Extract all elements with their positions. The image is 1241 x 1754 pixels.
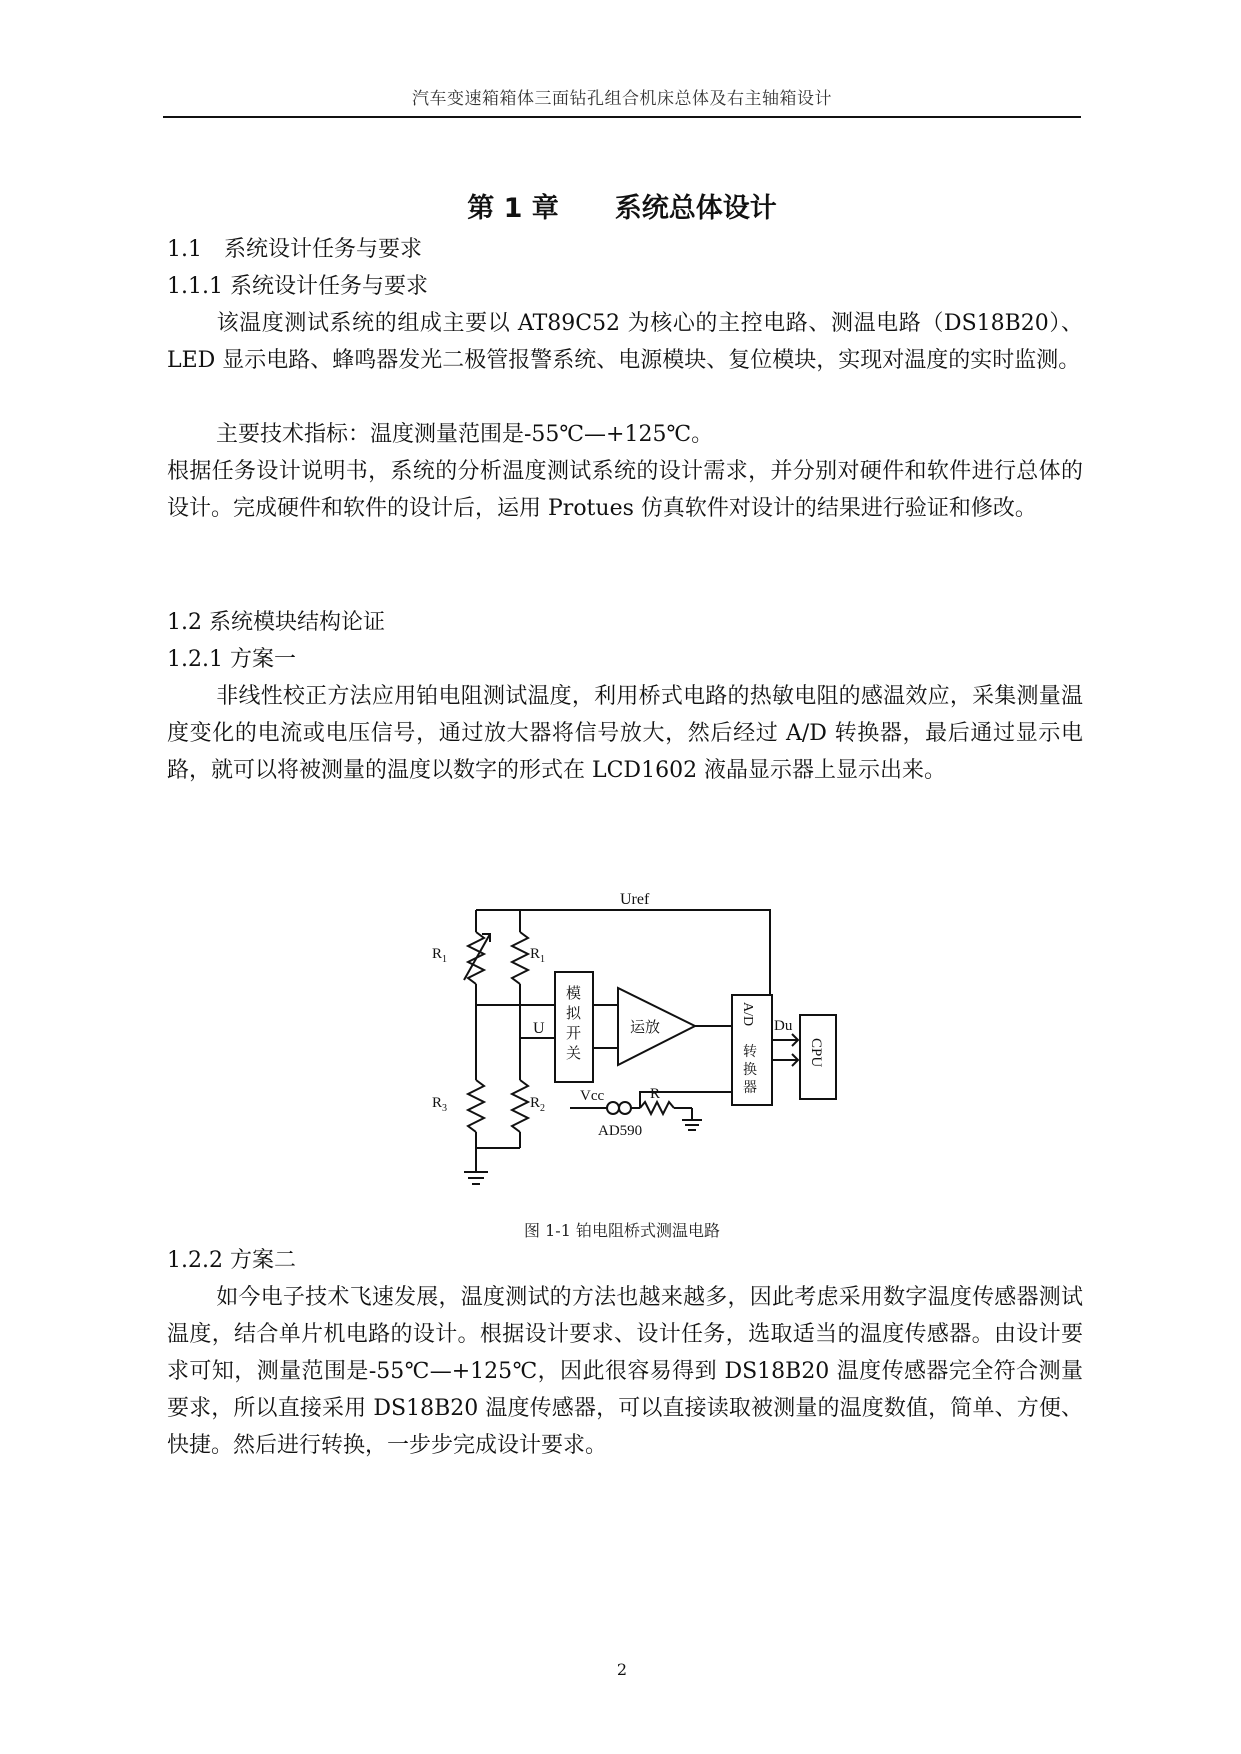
r1-left-label: $R_1$ bbox=[432, 946, 448, 965]
r2-label: $R_2$ bbox=[530, 1095, 546, 1114]
paragraph-2 bbox=[167, 416, 1083, 453]
r1-right-label: $R_1$ bbox=[530, 946, 546, 965]
r-label: R bbox=[650, 1086, 661, 1102]
mux-char-4: 关 bbox=[566, 1046, 582, 1062]
adc-char-3: 器 bbox=[743, 1081, 757, 1096]
u-label: U bbox=[533, 1020, 545, 1037]
running-header: 汽车变速箱箱体三面钻孔组合机床总体及右主轴箱设计 bbox=[412, 89, 832, 109]
chapter-name: 系统总体设计 bbox=[614, 193, 777, 224]
chapter-number: 第 1 章 bbox=[467, 193, 559, 224]
mux-char-3: 开 bbox=[566, 1026, 582, 1042]
paragraph-2-text: 主要技术指标：温度测量范围是-55℃—+125℃。 bbox=[216, 422, 714, 447]
paragraph-4-text: 非线性校正方法应用铂电阻测试温度，利用桥式电路的热敏电阻的感温效应，采集测量温度变化的电流或电压信号，通过放大器将信号放大，然后经过 A/D 转换器，最后通过显示电路，就可以将被测量的温度以数字的形式在 LCD1602 液晶显示器上显示出来。 bbox=[167, 684, 1083, 783]
mux-char-1: 模 bbox=[566, 986, 582, 1002]
section-heading-1-1-1: 1.1.1 系统设计任务与要求 bbox=[167, 274, 428, 299]
figure-caption: 图 1-1 铂电阻桥式测温电路 bbox=[524, 1221, 720, 1240]
paragraph-3: 根据任务设计说明书，系统的分析温度测试系统的设计需求，并分别对硬件和软件进行总体的设计。完成硬件和软件的设计后，运用 Protues 仿真软件对设计的结果进行验证和修改。 bbox=[167, 459, 1083, 521]
chapter-title bbox=[163, 186, 1081, 225]
ad590-label: AD590 bbox=[598, 1123, 643, 1139]
bridge-circuit-diagram bbox=[430, 880, 890, 1200]
page-number: 2 bbox=[616, 1660, 628, 1679]
adc-label-ad: A/D bbox=[740, 1002, 755, 1027]
cpu-label: CPU bbox=[808, 1038, 824, 1068]
uref-label: Uref bbox=[620, 891, 650, 908]
paragraph-1 bbox=[167, 305, 1083, 379]
du-label: Du bbox=[774, 1018, 793, 1034]
header-rule bbox=[163, 116, 1081, 118]
vcc-label: Vcc bbox=[580, 1088, 605, 1104]
opamp-label: 运放 bbox=[630, 1020, 661, 1036]
section-heading-1-2-1: 1.2.1 方案一 bbox=[167, 647, 296, 672]
paragraph-1-text: 该温度测试系统的组成主要以 AT89C52 为核心的主控电路、测温电路（DS18B20）、LED 显示电路、蜂鸣器发光二极管报警系统、电源模块、复位模块，实现对温度的实时监测。 bbox=[167, 311, 1083, 373]
mux-char-2: 拟 bbox=[566, 1006, 582, 1022]
r3-label: $R_3$ bbox=[432, 1095, 448, 1114]
section-heading-1-2-2: 1.2.2 方案二 bbox=[167, 1248, 296, 1273]
paragraph-4 bbox=[167, 678, 1083, 789]
section-heading-1-2: 1.2 系统模块结构论证 bbox=[167, 610, 385, 635]
section-heading-1-1: 1.1 系统设计任务与要求 bbox=[167, 237, 422, 262]
paragraph-5 bbox=[167, 1279, 1083, 1464]
adc-char-1: 转 bbox=[743, 1045, 757, 1060]
adc-char-2: 换 bbox=[743, 1063, 757, 1078]
paragraph-5-text: 如今电子技术飞速发展，温度测试的方法也越来越多，因此考虑采用数字温度传感器测试温度，结合单片机电路的设计。根据设计要求、设计任务，选取适当的温度传感器。由设计要求可知，测量范围是-55℃—+125℃，因此很容易得到 DS18B20 温度传感器完全符合测量要求，所以直接采用 DS18B20 温度传感器，可以直接读取被测量的温度数值，简单、方便、快捷。然后进行转换，一步步完成设计要求。 bbox=[167, 1285, 1083, 1458]
